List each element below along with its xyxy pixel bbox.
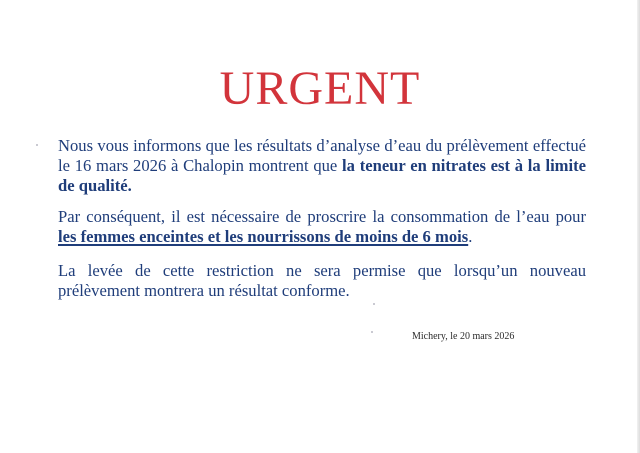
paragraph-analysis-end: . <box>127 176 132 195</box>
nitrate-warning: la teneur en nitrates est à la limite de qualité <box>58 156 587 195</box>
signature-date: Michery, le 20 mars 2026 <box>412 331 515 342</box>
scan-dot <box>36 144 38 146</box>
at-risk-groups: les femmes enceintes et les nourrissons de moins de 6 mois <box>58 227 469 246</box>
paragraph-restriction-lift: La levée de cette restriction ne sera permise que lorsqu’un nouveau prélèvement montrera un résultat conforme. <box>58 261 586 300</box>
paragraph-restriction-end: . <box>468 227 473 246</box>
paragraph-restriction-text: Par conséquent, il est nécessaire de proscrire la consommation de l’eau pour <box>58 207 586 226</box>
scan-dot <box>371 331 373 333</box>
page-title: URGENT <box>219 62 421 115</box>
paragraph-analysis-text: Nous vous informons que les résultats d’analyse d’eau du prélèvement effectué le 16 mars 2026 à Chalopin montrent que <box>58 136 586 175</box>
paragraph-analysis-result <box>58 136 586 196</box>
scan-dot <box>373 303 375 305</box>
paragraph-consumption-restriction <box>58 207 586 247</box>
